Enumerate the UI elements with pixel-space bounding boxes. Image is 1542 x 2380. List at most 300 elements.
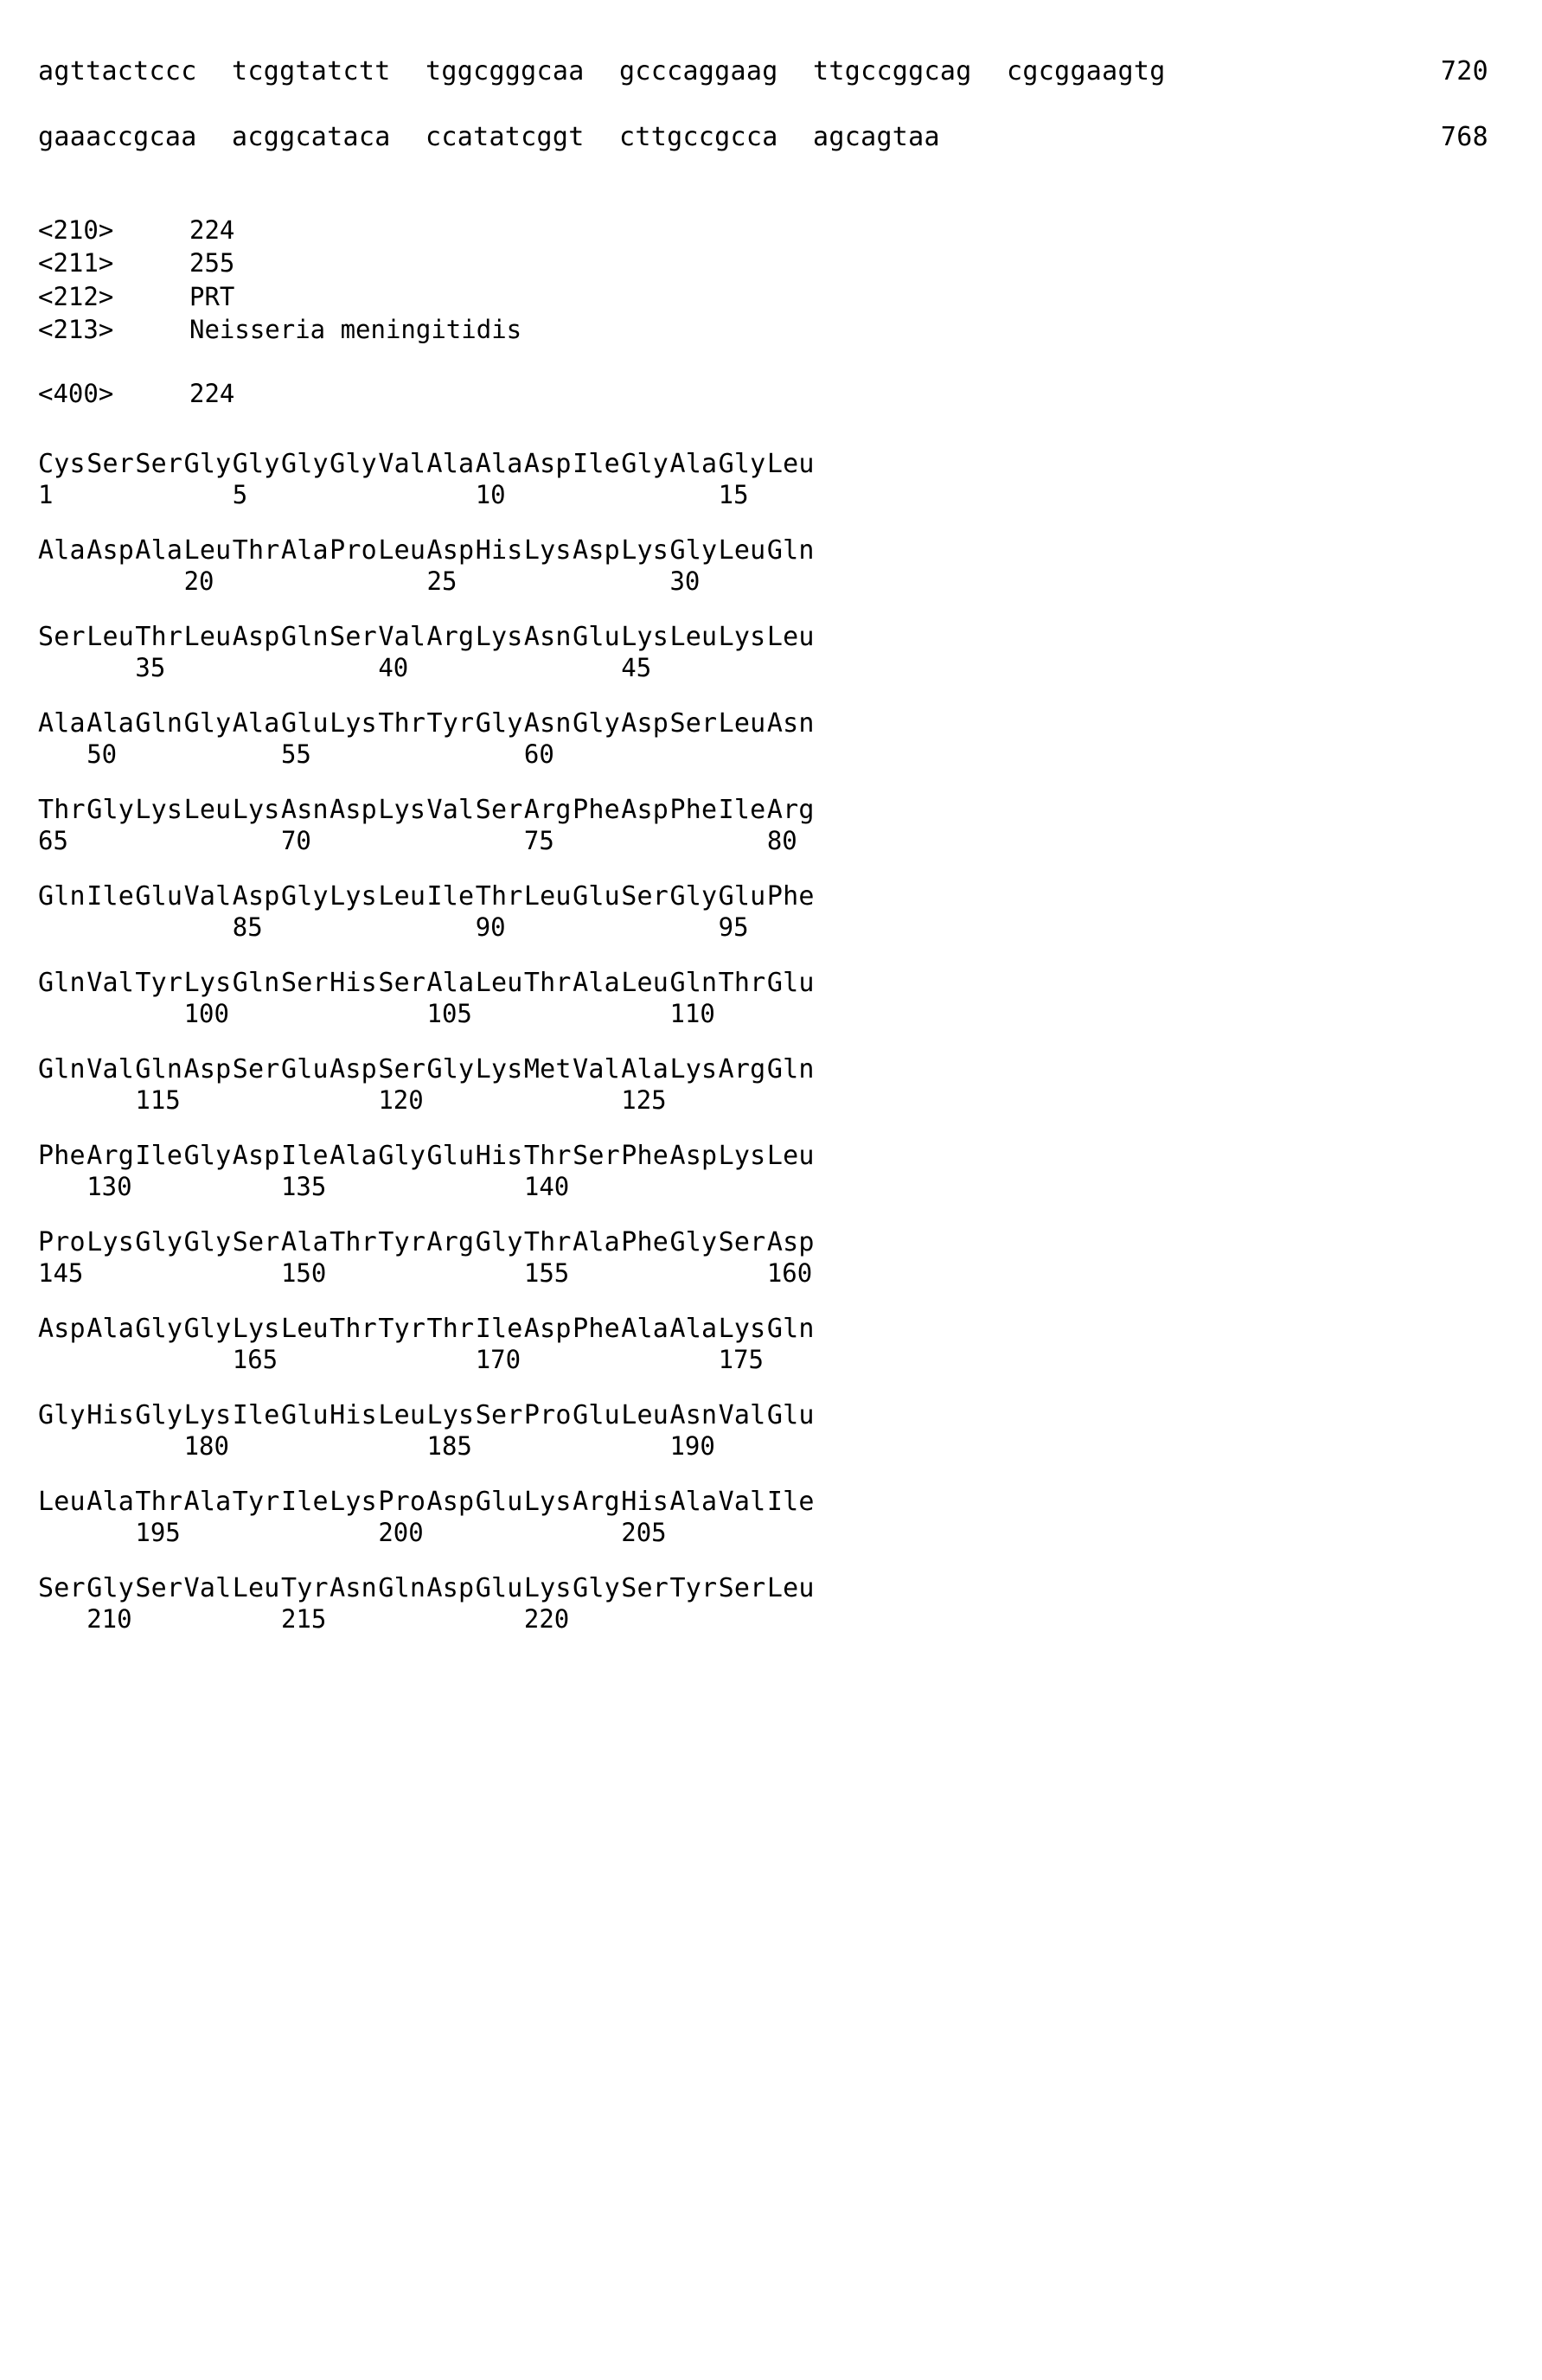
protein-residue: Ala — [232, 707, 280, 739]
protein-residue: Ala — [475, 448, 523, 479]
protein-positions — [38, 1432, 1488, 1463]
protein-residue: Leu — [766, 1572, 815, 1603]
protein-residue: Leu — [378, 534, 426, 566]
protein-positions — [38, 1000, 1488, 1031]
protein-residue: Ser — [475, 1399, 523, 1430]
protein-position — [621, 1432, 669, 1463]
protein-position — [38, 1086, 86, 1117]
protein-residue: Glu — [573, 621, 620, 652]
protein-position: 70 — [280, 825, 311, 855]
protein-residue: Asp — [232, 880, 280, 912]
nucleotide-line-number: 768 — [1440, 121, 1488, 152]
protein-position — [86, 1259, 135, 1290]
protein-position: 85 — [232, 912, 263, 942]
protein-position: 175 — [718, 1344, 765, 1374]
protein-residue: Pro — [523, 1399, 572, 1430]
protein-position — [184, 1519, 233, 1550]
protein-position — [524, 1086, 573, 1117]
protein-residue: Thr — [523, 1140, 572, 1171]
protein-residue: Lys — [330, 880, 377, 912]
protein-position — [767, 1519, 816, 1550]
protein-residue: Asp — [330, 794, 377, 825]
protein-position — [669, 1605, 718, 1636]
protein-position — [621, 827, 669, 858]
protein-position: 30 — [669, 566, 701, 596]
protein-row — [38, 1052, 1488, 1117]
protein-residue: Lys — [718, 621, 766, 652]
protein-position — [330, 481, 378, 512]
protein-residue: Ile — [718, 794, 766, 825]
protein-residue: His — [86, 1399, 134, 1430]
protein-residue: Gly — [135, 1226, 183, 1257]
protein-residue: His — [330, 1399, 377, 1430]
protein-residue: Leu — [766, 448, 815, 479]
protein-residue: Lys — [183, 1399, 232, 1430]
protein-position — [427, 1519, 476, 1550]
protein-residue: Gly — [669, 880, 718, 912]
protein-position — [135, 1605, 183, 1636]
protein-residue: Glu — [573, 880, 620, 912]
protein-residue: Gly — [426, 1053, 475, 1084]
protein-residue: Ser — [135, 448, 183, 479]
protein-position: 160 — [766, 1257, 813, 1288]
protein-residue: Pro — [38, 1226, 86, 1257]
protein-position: 215 — [280, 1603, 327, 1634]
protein-residue: Phe — [573, 1313, 620, 1344]
nucleotide-codon: ccatatcggt — [425, 121, 585, 152]
protein-residue: Ile — [135, 1140, 183, 1171]
protein-residue: Leu — [280, 1313, 329, 1344]
protein-residue: Asp — [330, 1053, 377, 1084]
protein-residue: Ala — [426, 967, 475, 998]
protein-residue: Phe — [669, 794, 718, 825]
nucleotide-codon: agttactccc — [38, 56, 197, 86]
protein-position — [669, 1086, 718, 1117]
protein-residue: Ala — [621, 1053, 669, 1084]
protein-position — [719, 1173, 767, 1204]
protein-position — [573, 913, 621, 944]
protein-residue: Gln — [38, 880, 86, 912]
protein-position — [427, 1173, 476, 1204]
protein-residue: Leu — [378, 1399, 426, 1430]
protein-position — [669, 481, 718, 512]
protein-residue: Val — [86, 967, 134, 998]
protein-residue: Tyr — [669, 1572, 718, 1603]
protein-position: 55 — [280, 739, 311, 769]
protein-residue: Glu — [475, 1572, 523, 1603]
protein-residue: Tyr — [135, 967, 183, 998]
protein-position — [184, 740, 233, 771]
nucleotide-line — [38, 118, 1488, 157]
protein-position — [767, 481, 816, 512]
protein-residue: Arg — [426, 621, 475, 652]
protein-position — [38, 1432, 86, 1463]
protein-residue: Ser — [378, 967, 426, 998]
protein-position — [767, 913, 816, 944]
protein-position: 140 — [523, 1171, 570, 1201]
protein-position — [719, 1605, 767, 1636]
protein-row — [38, 620, 1488, 685]
protein-residue: Gly — [135, 1399, 183, 1430]
protein-row — [38, 1571, 1488, 1636]
protein-residue: Gly — [86, 794, 134, 825]
protein-position — [524, 1346, 573, 1377]
sequence-400-tag — [38, 377, 1488, 410]
protein-residue: Ser — [718, 1226, 766, 1257]
protein-position — [281, 1432, 330, 1463]
protein-position — [719, 1519, 767, 1550]
protein-residue: Ala — [86, 707, 134, 739]
protein-position — [38, 1605, 86, 1636]
protein-residues — [38, 1052, 1488, 1086]
protein-positions — [38, 1519, 1488, 1550]
protein-position — [233, 1605, 281, 1636]
protein-residue: Asp — [86, 534, 134, 566]
protein-residue: His — [475, 534, 523, 566]
protein-residue: Leu — [183, 621, 232, 652]
protein-position — [233, 1086, 281, 1117]
protein-residue: Phe — [38, 1140, 86, 1171]
protein-residue: Val — [183, 1572, 232, 1603]
protein-position — [476, 1000, 524, 1031]
protein-residues — [38, 1139, 1488, 1173]
protein-position — [135, 1259, 183, 1290]
protein-residue: Ala — [573, 1226, 620, 1257]
protein-position — [233, 567, 281, 598]
protein-residue: Gly — [573, 1572, 620, 1603]
protein-position — [573, 1346, 621, 1377]
protein-row — [38, 1398, 1488, 1463]
protein-residue: Gly — [183, 1226, 232, 1257]
protein-residue: Lys — [183, 967, 232, 998]
protein-residues — [38, 793, 1488, 827]
protein-residue: His — [621, 1486, 669, 1517]
protein-residue: Tyr — [426, 707, 475, 739]
protein-residue: Ile — [232, 1399, 280, 1430]
nucleotide-codon: gcccaggaag — [619, 56, 778, 86]
protein-residue: Thr — [523, 967, 572, 998]
protein-position — [719, 1432, 767, 1463]
protein-positions — [38, 1259, 1488, 1290]
protein-residue: Glu — [280, 1399, 329, 1430]
protein-position — [135, 1432, 183, 1463]
protein-residue: Lys — [669, 1053, 718, 1084]
protein-residue: Tyr — [232, 1486, 280, 1517]
protein-position — [476, 1259, 524, 1290]
nucleotide-codon: ttgccggcag — [813, 56, 972, 86]
protein-position — [330, 1519, 378, 1550]
protein-residue: Ser — [475, 794, 523, 825]
protein-position — [86, 827, 135, 858]
protein-position — [86, 1086, 135, 1117]
protein-position — [378, 1605, 426, 1636]
protein-position — [378, 481, 426, 512]
protein-position — [38, 1173, 86, 1204]
protein-position — [330, 1432, 378, 1463]
tag-key: <210> — [38, 215, 114, 246]
protein-residue: Ser — [573, 1140, 620, 1171]
protein-residue: Asp — [766, 1226, 815, 1257]
protein-residue: Leu — [183, 794, 232, 825]
protein-position — [621, 1000, 669, 1031]
protein-residue: Leu — [621, 967, 669, 998]
protein-residue: Leu — [766, 1140, 815, 1171]
protein-residue: Phe — [573, 794, 620, 825]
protein-position — [524, 1519, 573, 1550]
protein-position — [573, 1519, 621, 1550]
tag-key: <400> — [38, 379, 114, 409]
protein-position — [476, 567, 524, 598]
protein-position — [378, 1346, 426, 1377]
protein-residue: Ile — [573, 448, 620, 479]
protein-position — [476, 1432, 524, 1463]
protein-residue: Asp — [523, 448, 572, 479]
protein-position — [281, 481, 330, 512]
protein-position — [184, 654, 233, 685]
protein-residue: Thr — [378, 707, 426, 739]
protein-position — [281, 1519, 330, 1550]
protein-positions — [38, 827, 1488, 858]
protein-positions — [38, 481, 1488, 512]
protein-position — [135, 1346, 183, 1377]
protein-position — [330, 1173, 378, 1204]
protein-residue: Gly — [573, 707, 620, 739]
protein-residue: Ala — [330, 1140, 377, 1171]
protein-position — [621, 740, 669, 771]
protein-residue: Leu — [378, 880, 426, 912]
protein-position: 135 — [280, 1171, 327, 1201]
protein-residue: Lys — [718, 1313, 766, 1344]
protein-position — [427, 654, 476, 685]
protein-residue: Ala — [669, 448, 718, 479]
protein-position — [573, 1173, 621, 1204]
protein-position: 210 — [86, 1603, 132, 1634]
protein-position — [378, 1259, 426, 1290]
protein-position: 15 — [718, 479, 749, 509]
nucleotide-codons — [38, 118, 1007, 157]
tag-key: <212> — [38, 281, 114, 311]
protein-residue: Lys — [475, 1053, 523, 1084]
tag-value: Neisseria meningitidis — [189, 314, 522, 344]
protein-residue: Glu — [766, 1399, 815, 1430]
protein-position — [233, 1259, 281, 1290]
protein-residue: Gln — [766, 534, 815, 566]
protein-residue: Ser — [86, 448, 134, 479]
protein-residue: Ala — [280, 534, 329, 566]
protein-residue: Phe — [621, 1226, 669, 1257]
protein-residue: Asp — [232, 621, 280, 652]
protein-row — [38, 447, 1488, 512]
protein-position — [38, 740, 86, 771]
protein-residue: Gln — [280, 621, 329, 652]
protein-position — [281, 913, 330, 944]
protein-row — [38, 1312, 1488, 1377]
protein-position — [184, 481, 233, 512]
protein-residue: Gln — [135, 707, 183, 739]
protein-residue: Met — [523, 1053, 572, 1084]
protein-residue: Ile — [280, 1140, 329, 1171]
protein-position — [184, 913, 233, 944]
protein-position — [330, 1086, 378, 1117]
protein-residue: Arg — [86, 1140, 134, 1171]
protein-residue: Asp — [426, 534, 475, 566]
protein-residue: Gln — [766, 1313, 815, 1344]
protein-position: 195 — [135, 1517, 181, 1547]
protein-position — [281, 567, 330, 598]
protein-position — [427, 740, 476, 771]
protein-position — [86, 1432, 135, 1463]
protein-positions — [38, 654, 1488, 685]
protein-residue: Ala — [280, 1226, 329, 1257]
protein-position: 100 — [183, 998, 229, 1028]
protein-residue: Ala — [669, 1486, 718, 1517]
protein-position: 5 — [232, 479, 248, 509]
protein-position — [427, 1259, 476, 1290]
protein-position — [330, 654, 378, 685]
protein-residue: Gln — [135, 1053, 183, 1084]
protein-position — [573, 1432, 621, 1463]
protein-residue: Ser — [135, 1572, 183, 1603]
protein-residue: Glu — [766, 967, 815, 998]
protein-residue: Thr — [330, 1226, 377, 1257]
protein-residue: Tyr — [280, 1572, 329, 1603]
protein-position — [378, 1432, 426, 1463]
protein-positions — [38, 740, 1488, 771]
protein-residue: Thr — [135, 621, 183, 652]
protein-residue: Ser — [330, 621, 377, 652]
nucleotide-line-number: 720 — [1440, 56, 1488, 86]
tag-key: <213> — [38, 314, 114, 344]
protein-residue: Val — [718, 1399, 766, 1430]
protein-position: 155 — [523, 1257, 570, 1288]
protein-residue: Lys — [523, 1486, 572, 1517]
protein-position — [767, 1000, 816, 1031]
nucleotide-line — [38, 52, 1488, 92]
protein-residue: Asn — [523, 621, 572, 652]
protein-position — [719, 1000, 767, 1031]
nucleotide-codon: cgcggaagtg — [1007, 56, 1166, 86]
protein-residue: Phe — [766, 880, 815, 912]
protein-position — [184, 827, 233, 858]
protein-position: 115 — [135, 1084, 181, 1115]
protein-residue: Glu — [718, 880, 766, 912]
protein-position — [621, 1346, 669, 1377]
protein-position — [184, 1173, 233, 1204]
protein-position — [476, 1605, 524, 1636]
protein-residue: Asp — [426, 1486, 475, 1517]
protein-position — [767, 1346, 816, 1377]
protein-residue: Phe — [621, 1140, 669, 1171]
protein-residue: Val — [426, 794, 475, 825]
protein-position: 170 — [475, 1344, 521, 1374]
protein-position — [767, 1173, 816, 1204]
protein-position — [281, 654, 330, 685]
protein-residue: Leu — [718, 707, 766, 739]
protein-residue: Ser — [38, 1572, 86, 1603]
protein-residue: Asp — [621, 794, 669, 825]
protein-residue: Arg — [766, 794, 815, 825]
protein-residue: Ala — [669, 1313, 718, 1344]
protein-residue: Asp — [38, 1313, 86, 1344]
protein-position: 25 — [426, 566, 457, 596]
protein-residue: Ser — [38, 621, 86, 652]
protein-position — [573, 1000, 621, 1031]
protein-residue: Gly — [280, 448, 329, 479]
protein-position — [524, 481, 573, 512]
protein-residue: Gln — [766, 1053, 815, 1084]
protein-position — [669, 827, 718, 858]
protein-position: 45 — [621, 652, 652, 682]
protein-residue: Asn — [766, 707, 815, 739]
protein-residue: Lys — [475, 621, 523, 652]
tag-row — [38, 246, 1488, 279]
protein-position — [573, 827, 621, 858]
protein-position — [330, 827, 378, 858]
protein-position — [621, 567, 669, 598]
protein-residues — [38, 534, 1488, 567]
protein-position: 120 — [378, 1084, 424, 1115]
protein-residue: Asp — [426, 1572, 475, 1603]
protein-positions — [38, 1086, 1488, 1117]
protein-position — [767, 1086, 816, 1117]
protein-position — [524, 1000, 573, 1031]
protein-residue: Pro — [378, 1486, 426, 1517]
protein-residue: Asn — [280, 794, 329, 825]
protein-position: 50 — [86, 739, 118, 769]
protein-position — [573, 654, 621, 685]
protein-position — [281, 1086, 330, 1117]
protein-position — [135, 567, 183, 598]
protein-residue: Gln — [378, 1572, 426, 1603]
protein-residue: Ala — [38, 534, 86, 566]
protein-residue: Ile — [475, 1313, 523, 1344]
protein-residue: Tyr — [378, 1313, 426, 1344]
protein-residue: Val — [718, 1486, 766, 1517]
protein-residue: Leu — [183, 534, 232, 566]
protein-position: 205 — [621, 1517, 667, 1547]
protein-position — [38, 654, 86, 685]
protein-position: 110 — [669, 998, 715, 1028]
protein-position — [573, 1259, 621, 1290]
protein-positions — [38, 1605, 1488, 1636]
sequence-identifier-tags — [38, 214, 1488, 346]
protein-residue: Gly — [280, 880, 329, 912]
protein-residue: Ser — [280, 967, 329, 998]
protein-residue: Gln — [669, 967, 718, 998]
protein-residue: Gly — [669, 534, 718, 566]
protein-residue: Gly — [232, 448, 280, 479]
protein-position — [669, 1519, 718, 1550]
protein-residue: Lys — [621, 534, 669, 566]
tag-key: <211> — [38, 248, 114, 278]
protein-residue: Ala — [621, 1313, 669, 1344]
nucleotide-codon: acggcataca — [232, 121, 391, 152]
protein-residue: Lys — [86, 1226, 134, 1257]
protein-row — [38, 534, 1488, 598]
protein-residue: Thr — [232, 534, 280, 566]
protein-residues — [38, 707, 1488, 740]
protein-position — [233, 654, 281, 685]
protein-residue: Leu — [766, 621, 815, 652]
protein-position — [330, 1346, 378, 1377]
protein-position — [38, 1000, 86, 1031]
protein-residue: Ala — [135, 534, 183, 566]
protein-residues — [38, 620, 1488, 654]
protein-position — [184, 1086, 233, 1117]
protein-position — [476, 1519, 524, 1550]
protein-residue: Thr — [718, 967, 766, 998]
protein-position: 65 — [38, 825, 68, 855]
